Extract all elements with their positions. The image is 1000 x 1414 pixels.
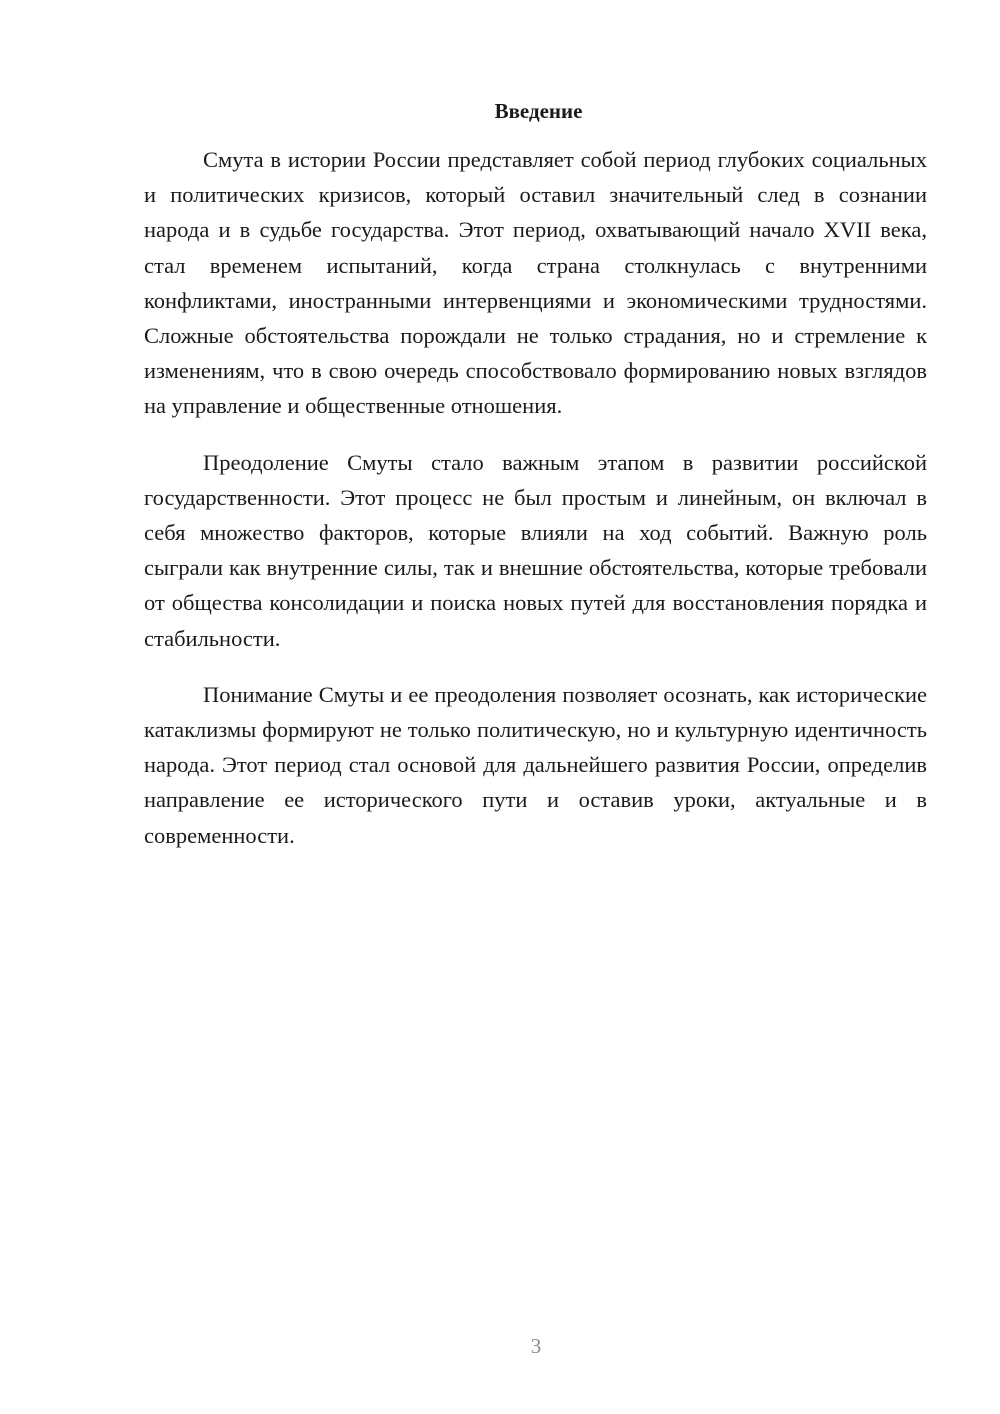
paragraph-1: Смута в истории России представляет собой период глубоких социальных и политических кризисов, который оставил значительный след в сознании народа и в судьбе государства. Этот период, охватывающий начало XVII века, стал временем испытаний, когда страна столкнулась с внутренними конфликтами, иностранными интервенциями и экономическими трудностями. Сложные обстоятельства порождали не только страдания, но и стремление к изменениям, что в свою очередь способствовало формированию новых взглядов на управление и общественные отношения. bbox=[144, 147, 927, 419]
page-body bbox=[144, 96, 927, 853]
section-heading: Введение bbox=[494, 99, 583, 123]
paragraph-2: Преодоление Смуты стало важным этапом в развитии российской государственности. Этот процесс не был простым и линейным, он включал в себя множество факторов, которые влияли на ход событий. Важную роль сыграли как внутренние силы, так и внешние обстоятельства, которые требовали от общества консолидации и поиска новых путей для восстановления порядка и стабильности. bbox=[144, 449, 927, 651]
paragraph-3: Понимание Смуты и ее преодоления позволяет осознать, как исторические катаклизмы формируют не только политическую, но и культурную идентичность народа. Этот период стал основой для дальнейшего развития России, определив направление ее исторического пути и оставив уроки, актуальные и в современности. bbox=[144, 681, 927, 848]
page-number: 3 bbox=[530, 1334, 542, 1358]
